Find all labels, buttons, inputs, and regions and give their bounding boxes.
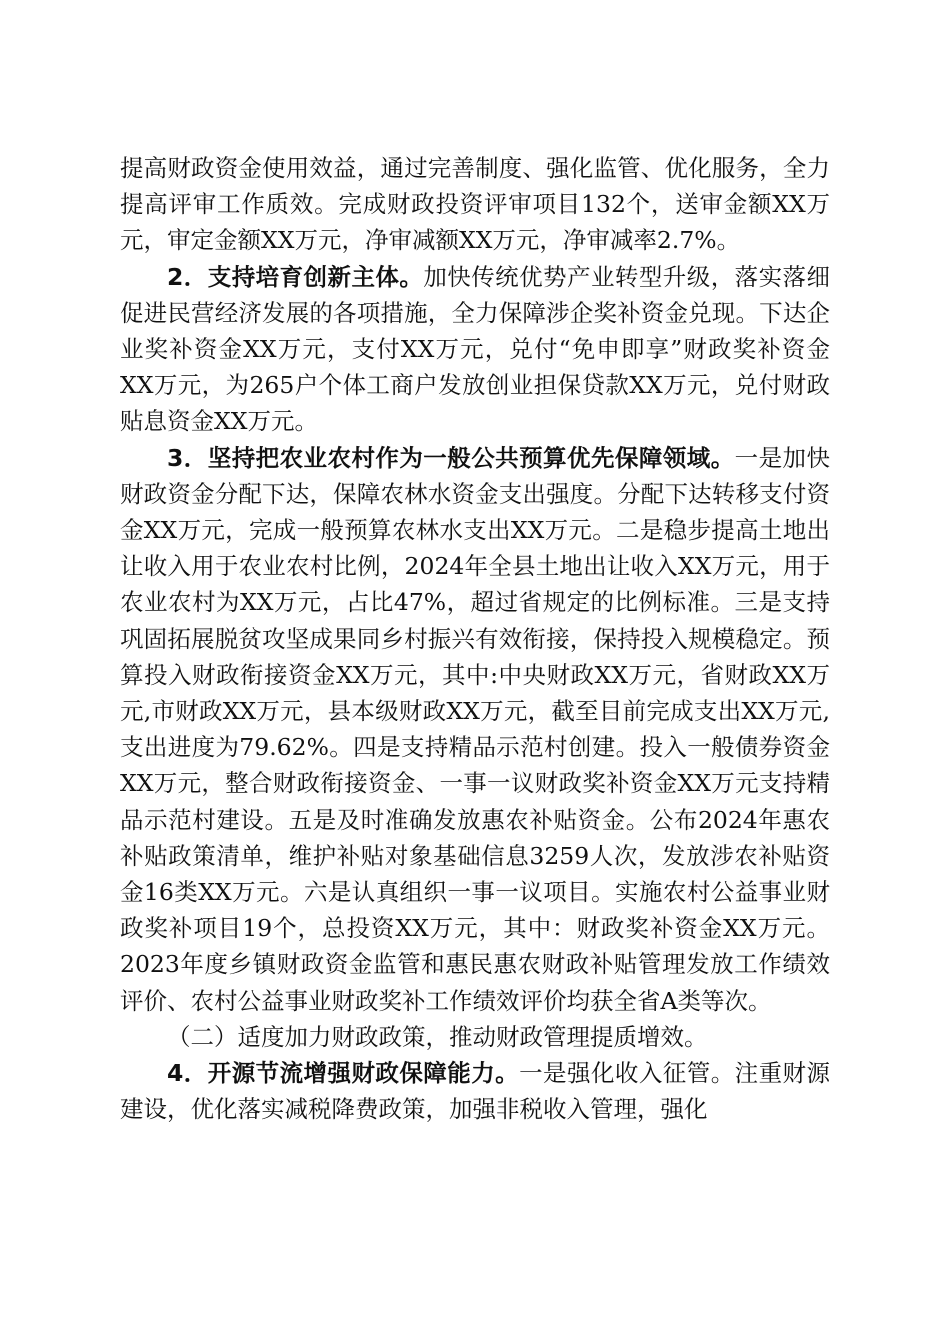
paragraph-text: 一是加快财政资金分配下达，保障农林水资金支出强度。分配下达转移支付资金XX万元，完成一般预算农林水支出XX万元。二是稳步提高土地出让收入用于农业农村比例，2024年全县土地出让收入XX万元，用于农业农村为XX万元，占比47%，超过省规定的比例标准。三是支持巩固拓展脱贫攻坚成果同乡村振兴有效衔接，保持投入规模稳定。预算投入财政衔接资金XX万元，其中:中央财政XX万元，省财政XX万元,市财政XX万元，县本级财政XX万元，截至目前完成支出XX万元,支出进度为79.62%。四是支持精品示范村创建。投入一般债券资金XX万元，整合财政衔接资金、一事一议财政奖补资金XX万元支持精品示范村建设。五是及时准确发放惠农补贴资金。公布2024年惠农补贴政策清单，维护补贴对象基础信息3259人次，发放涉农补贴资金16类XX万元。六是认真组织一事一议项目。实施农村公益事业财政奖补项目19个，总投资XX万元，其中：财政奖补资金XX万元。2023年度乡镇财政资金监管和惠民惠农财政补贴管理发放工作绩效评价、农村公益事业财政奖补工作绩效评价均获全省A类等次。 [120, 443, 831, 1015]
paragraph-innovation-entities [120, 259, 830, 440]
paragraph-heading: 2．支持培育创新主体。 [167, 262, 424, 291]
paragraph-evaluation-review [120, 150, 830, 259]
section-heading-text: （二）适度加力财政政策，推动财政管理提质增效。 [167, 1022, 708, 1051]
document-page [120, 150, 830, 1127]
paragraph-heading: 3．坚持把农业农村作为一般公共预算优先保障领域。 [167, 443, 735, 472]
paragraph-text: 一是强化收入征管。注重财源建设，优化落实减税降费政策，加强非税收入管理，强化 [120, 1059, 831, 1124]
section-heading [120, 1019, 830, 1055]
paragraph-agriculture-priority [120, 440, 830, 1019]
paragraph-text: 提高财政资金使用效益，通过完善制度、强化监管、优化服务，全力提高评审工作质效。完成财政投资评审项目132个，送审金额XX万元，审定金额XX万元，净审减额XX万元，净审减率2.7%。 [120, 154, 830, 255]
paragraph-fiscal-capacity [120, 1055, 830, 1127]
paragraph-heading: 4．开源节流增强财政保障能力。 [167, 1059, 520, 1088]
paragraph-text: 加快传统优势产业转型升级，落实落细促进民营经济发展的各项措施，全力保障涉企奖补资金兑现。下达企业奖补资金XX万元，支付XX万元，兑付“免申即享”财政奖补资金XX万元，为265户个体工商户发放创业担保贷款XX万元，兑付财政贴息资金XX万元。 [120, 262, 831, 436]
